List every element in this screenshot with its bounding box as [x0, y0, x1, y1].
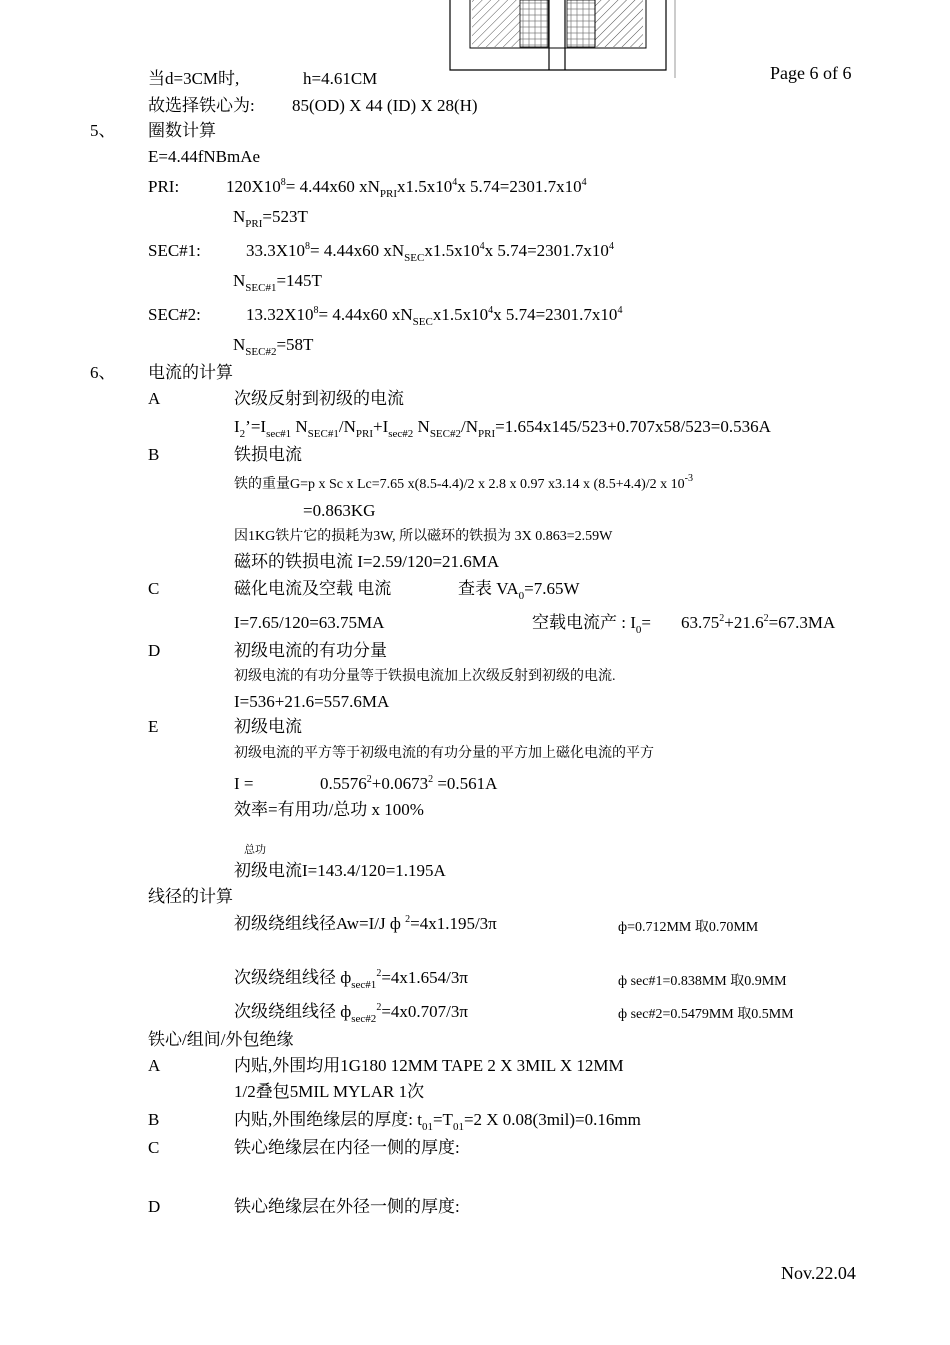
active-current-desc: 初级电流的有功分量等于铁损电流加上次级反射到初级的电流.: [234, 669, 616, 684]
item-d-letter: D: [148, 641, 161, 660]
sec2-equation: $13.32X10^8= 4.44x60$ $xN_{SEC}x1.5x10^4x$ $5.74=2301.7x10^4$: [246, 305, 623, 328]
item-c-title: 磁化电流及空载 电流: [234, 579, 392, 598]
h-value: h=4.61CM: [303, 69, 378, 88]
iron-loss-text: 因1KG铁片它的损耗为3W, 所以磁环的铁损为 3X 0.863=2.59W: [234, 529, 613, 544]
ins-d-text: 铁心绝缘层在外径一侧的厚度:: [234, 1197, 460, 1216]
item-d-title: 初级电流的有功分量: [234, 641, 387, 660]
primary-current-calc: $0.5576^2+0.0673^2 =0.561A$: [320, 774, 498, 793]
primary-current-result: 初级电流I=143.4/120=1.195A: [234, 861, 446, 880]
sec1-wire-result: ф sec#1=0.838MM 取0.9MM: [618, 974, 787, 989]
emf-formula: E=4.44fNBmAe: [148, 147, 261, 166]
item-a-letter: A: [148, 389, 161, 408]
iron-weight-formula: 铁的重量G=p x Sc x Lc=7.65 x(8.5-4.4)/2 x 2.8 x 0.97 x3.14 x (8.5+4.4)/2 x $10^{-3}$: [234, 473, 693, 492]
section-5-number: 5、: [90, 121, 116, 140]
insulation-title: 铁心/组间/外包绝缘: [148, 1030, 294, 1049]
sec1-label: SEC#1:: [148, 241, 201, 260]
ins-a-line2: 1/2叠包5MIL MYLAR 1次: [234, 1082, 425, 1101]
core-cross-section-diagram: [448, 0, 678, 80]
pri-label: PRI:: [148, 177, 180, 196]
wire-gauge-title: 线径的计算: [148, 887, 233, 906]
sec2-label: SEC#2:: [148, 305, 201, 324]
ins-b-text: 内贴,外围绝缘层的厚度: $t_{01}=T_{01}=2$ X 0.08(3mil)=0.16mm: [234, 1110, 641, 1133]
sec2-turns: $N_{SEC\#2}=58T$: [233, 335, 314, 358]
section-5-title: 圈数计算: [148, 121, 216, 140]
iron-loss-current: 磁环的铁损电流 I=2.59/120=21.6MA: [234, 552, 500, 571]
reflected-current-formula: $I_2’=I_{sec\#1}$ $N_{SEC\#1}/N_{PRI}+I_{sec\#2}$ $N_{SEC\#2}/N_{PRI}=1.654x145/523+0.707x58/523=0.536A$: [234, 417, 771, 440]
primary-current-label: I =: [234, 774, 254, 793]
sec1-equation: $33.3X10^8= 4.44x60$ $xN_{SEC}x1.5x10^4x$ $5.74=2301.7x10^4$: [246, 241, 614, 264]
item-e-title: 初级电流: [234, 717, 302, 736]
core-choice-value: 85(OD) X 44 (ID) X 28(H): [292, 96, 478, 115]
ins-c-text: 铁心绝缘层在内径一侧的厚度:: [234, 1138, 460, 1157]
magnetizing-current: I=7.65/120=63.75MA: [234, 613, 385, 632]
iron-weight-result: =0.863KG: [303, 501, 376, 520]
item-a-title: 次级反射到初级的电流: [234, 389, 404, 408]
pri-wire-calc: 初级绕组线径Aw=I/J ф $^2$=4x1.195/3π: [234, 914, 497, 933]
section-6-number: 6、: [90, 363, 116, 382]
d-condition: 当d=3CM时,: [148, 69, 240, 88]
no-load-current: 空载电流产 : $I_0= 63.75^2+21.6^2=67.3MA$: [532, 613, 836, 636]
footer-date: Nov.22.04: [781, 1263, 856, 1283]
item-b-title: 铁损电流: [234, 445, 302, 464]
ins-c-letter: C: [148, 1138, 160, 1157]
sec2-wire-calc: 次级绕组线径 $ф_{sec\#2}^2=4x0.707/3\pi$: [234, 1002, 468, 1025]
ins-b-letter: B: [148, 1110, 160, 1129]
ins-d-letter: D: [148, 1197, 161, 1216]
lookup-va: 查表 $VA_0=7.65W$: [458, 579, 580, 602]
sec2-wire-result: ф sec#2=0.5479MM 取0.5MM: [618, 1007, 794, 1022]
pri-equation: $120X10^8= 4.44x60$ $xN_{PRI}x1.5x10^4x$ $5.74=2301.7x10^4$: [226, 177, 587, 200]
sec1-turns: $N_{SEC\#1}=145T$: [233, 271, 322, 294]
item-e-letter: E: [148, 717, 159, 736]
item-b-letter: B: [148, 445, 160, 464]
primary-current-desc: 初级电流的平方等于初级电流的有功分量的平方加上磁化电流的平方: [234, 746, 654, 761]
core-choice-label: 故选择铁心为:: [148, 96, 255, 115]
ins-a-line1: 内贴,外围均用1G180 12MM TAPE 2 X 3MIL X 12MM: [234, 1056, 624, 1075]
sec1-wire-calc: 次级绕组线径 $ф_{sec\#1}^2=4x1.654/3\pi$: [234, 968, 468, 991]
total-work-note: 总功: [244, 844, 266, 856]
section-6-title: 电流的计算: [148, 363, 233, 382]
page-number: Page 6 of 6: [770, 63, 852, 83]
item-c-letter: C: [148, 579, 160, 598]
active-current-calc: I=536+21.6=557.6MA: [234, 692, 390, 711]
pri-wire-result: ф=0.712MM 取0.70MM: [618, 920, 759, 935]
ins-a-letter: A: [148, 1056, 161, 1075]
efficiency-formula: 效率=有用功/总功 x 100%: [234, 800, 424, 819]
pri-turns: $N_{PRI}=523T$: [233, 207, 308, 230]
